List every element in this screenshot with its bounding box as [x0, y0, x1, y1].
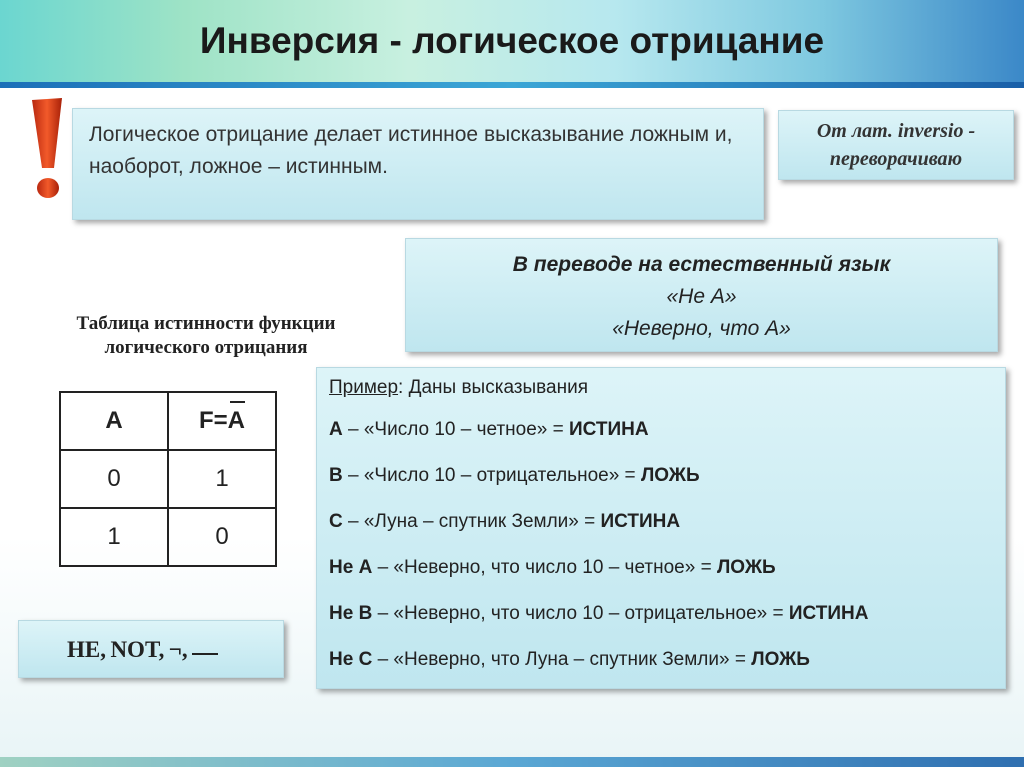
example-text: – «Неверно, что число 10 – отрицательное» = — [372, 603, 789, 624]
table-caption-line-2: логического отрицания — [104, 337, 308, 358]
example-value: ЛОЖЬ — [751, 649, 810, 670]
example-line — [329, 510, 993, 534]
header-cell-f — [168, 392, 276, 450]
table-cell: 0 — [168, 508, 276, 566]
header-f-not-a: A — [227, 407, 246, 434]
header-cell-a: A — [60, 392, 168, 450]
example-var: A — [329, 419, 343, 440]
example-intro — [329, 376, 993, 400]
example-box — [316, 367, 1006, 689]
natural-language-line-1: «Не А» — [666, 285, 737, 308]
example-var: Не А — [329, 557, 373, 578]
example-var: Не В — [329, 603, 373, 624]
definition-text: Логическое отрицание делает истинное высказывание ложным и, наоборот, ложное – истинным. — [89, 123, 733, 178]
table-row — [60, 508, 276, 566]
table-caption — [30, 312, 382, 360]
example-var: C — [329, 511, 343, 532]
table-cell: 1 — [60, 508, 168, 566]
example-text: – «Число 10 – отрицательное» = — [342, 465, 641, 486]
example-label: Пример — [329, 377, 399, 398]
example-text: – «Луна – спутник Земли» = — [342, 511, 601, 532]
example-var: B — [329, 465, 343, 486]
latin-box — [778, 110, 1014, 180]
example-intro-text: : Даны высказывания — [398, 377, 589, 398]
table-caption-line-1: Таблица истинности функции — [76, 313, 336, 334]
example-value: ИСТИНА — [569, 419, 649, 440]
example-line — [329, 602, 993, 626]
example-text: – «Число 10 – четное» = — [342, 419, 569, 440]
example-line — [329, 648, 993, 672]
latin-line-1: От лат. inversio - — [816, 120, 976, 142]
table-cell: 0 — [60, 450, 168, 508]
notation-box — [18, 620, 284, 678]
example-var: Не С — [329, 649, 373, 670]
latin-line-2: переворачиваю — [829, 148, 963, 170]
example-value: ЛОЖЬ — [640, 465, 700, 486]
notation-neg-symbol: ¬, — [168, 637, 188, 662]
example-text: – «Неверно, что число 10 – четное» = — [372, 557, 717, 578]
example-line — [329, 418, 993, 442]
example-line — [329, 556, 993, 580]
definition-box — [72, 108, 764, 220]
notation-ne: НЕ, — [67, 637, 106, 662]
truth-table-header — [60, 392, 276, 450]
example-value: ЛОЖЬ — [716, 557, 776, 578]
example-value: ИСТИНА — [788, 603, 869, 624]
natural-language-line-2: «Неверно, что А» — [612, 317, 791, 340]
example-text: – «Неверно, что Луна – спутник Земли» = — [372, 649, 752, 670]
natural-language-title: В переводе на естественный язык — [512, 253, 891, 276]
natural-language-box — [405, 238, 998, 352]
notation-not: NOT, — [110, 637, 165, 662]
table-cell: 1 — [168, 450, 276, 508]
header-f-label: F= — [198, 407, 228, 434]
exclamation-icon — [28, 96, 68, 206]
example-line — [329, 464, 993, 488]
example-value: ИСТИНА — [600, 511, 681, 532]
truth-table — [59, 391, 277, 567]
page-title: Инверсия - логическое отрицание — [199, 20, 825, 61]
table-row — [60, 450, 276, 508]
bottom-stripe — [0, 757, 1024, 767]
